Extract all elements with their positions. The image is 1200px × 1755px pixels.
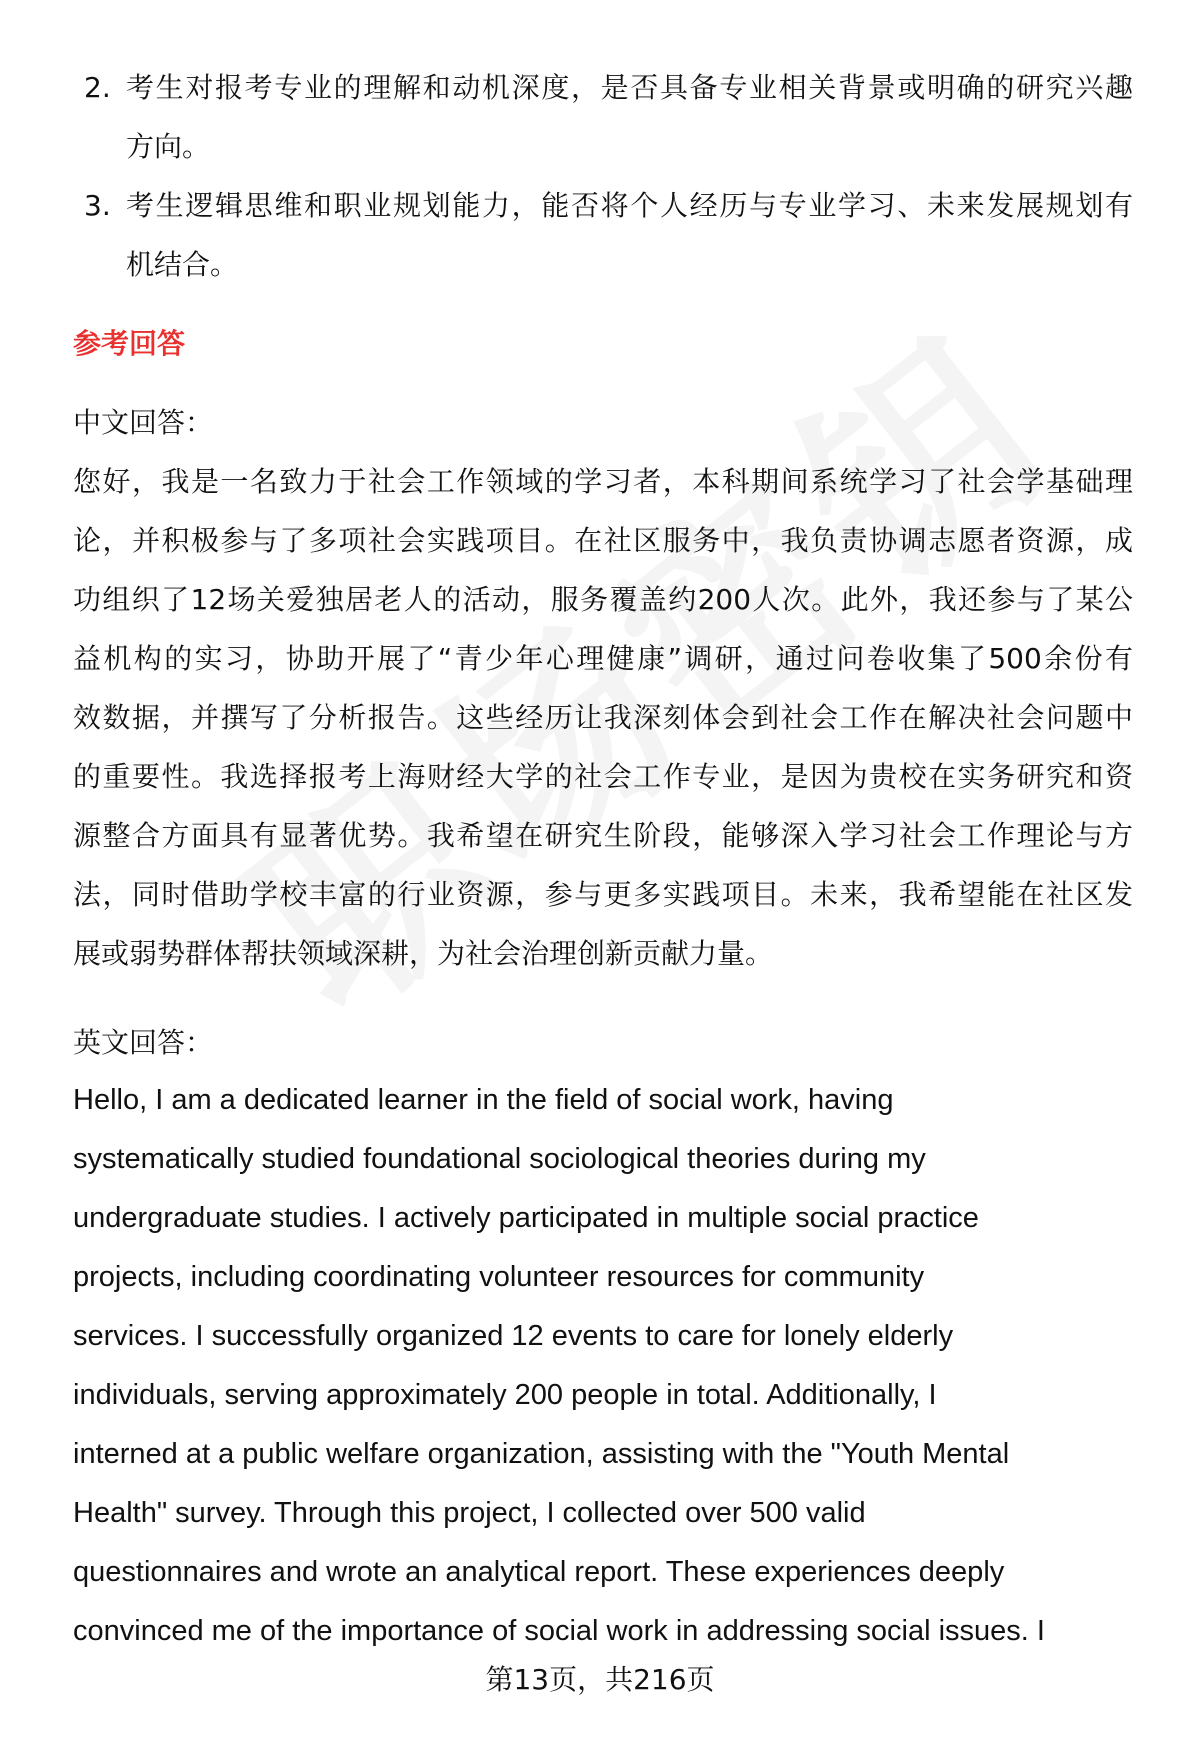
english-answer-label: 英文回答： <box>73 1026 214 1059</box>
page-number: 第13页，共216页 <box>485 1663 715 1696</box>
english-answer-line: Health" survey. Through this project, I collected over 500 valid <box>73 1497 866 1529</box>
english-answer-line: interned at a public welfare organization, assisting with the "Youth Mental <box>73 1438 1010 1470</box>
english-answer-line: questionnaires and wrote an analytical report. These experiences deeply <box>73 1556 1005 1588</box>
english-answer-line: services. I successfully organized 12 events to care for lonely elderly <box>73 1320 954 1352</box>
chinese-answer-line: 益机构的实习，协助开展了“青少年心理健康”调研，通过问卷收集了500余份有 <box>73 642 1133 675</box>
criteria-item-2-line: 方向。 <box>126 130 211 163</box>
criteria-item-3-line: 考生逻辑思维和职业规划能力，能否将个人经历与专业学习、未来发展规划有 <box>126 189 1133 222</box>
chinese-answer-line: 您好，我是一名致力于社会工作领域的学习者，本科期间系统学习了社会学基础理 <box>73 465 1133 498</box>
chinese-answer-line: 源整合方面具有显著优势。我希望在研究生阶段，能够深入学习社会工作理论与方 <box>73 819 1133 852</box>
chinese-answer-line: 效数据，并撰写了分析报告。这些经历让我深刻体会到社会工作在解决社会问题中 <box>73 701 1133 734</box>
english-answer-line: convinced me of the importance of social work in addressing social issues. I <box>73 1615 1045 1647</box>
chinese-answer-line: 论，并积极参与了多项社会实践项目。在社区服务中，我负责协调志愿者资源，成 <box>73 524 1133 557</box>
english-answer-line: projects, including coordinating volunteer resources for community <box>73 1261 925 1293</box>
reference-answer-heading: 参考回答 <box>73 327 186 360</box>
chinese-answer-line: 功组织了12场关爱独居老人的活动，服务覆盖约200人次。此外，我还参与了某公 <box>73 583 1133 616</box>
chinese-answer-label: 中文回答： <box>73 406 214 439</box>
criteria-item-2-line: 考生对报考专业的理解和动机深度，是否具备专业相关背景或明确的研究兴趣 <box>126 71 1133 104</box>
chinese-answer-line: 的重要性。我选择报考上海财经大学的社会工作专业，是因为贵校在实务研究和资 <box>73 760 1133 793</box>
criteria-item-3-line: 机结合。 <box>126 248 239 281</box>
english-answer-line: individuals, serving approximately 200 people in total. Additionally, I <box>73 1379 937 1411</box>
list-number: 2. <box>84 71 111 104</box>
list-number: 3. <box>84 189 111 222</box>
english-answer-line: systematically studied foundational sociological theories during my <box>73 1143 926 1175</box>
english-answer-line: undergraduate studies. I actively participated in multiple social practice <box>73 1202 979 1234</box>
chinese-answer-line: 展或弱势群体帮扶领域深耕，为社会治理创新贡献力量。 <box>73 937 774 970</box>
english-answer-line: Hello, I am a dedicated learner in the field of social work, having <box>73 1084 894 1116</box>
chinese-answer-line: 法，同时借助学校丰富的行业资源，参与更多实践项目。未来，我希望能在社区发 <box>73 878 1133 911</box>
